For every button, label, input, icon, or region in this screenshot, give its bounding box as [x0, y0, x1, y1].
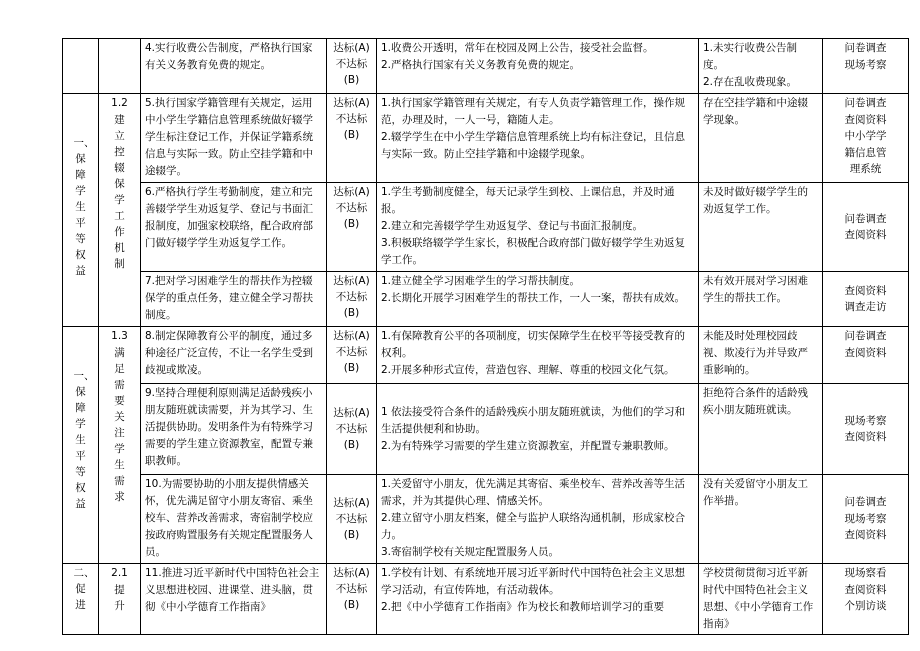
subcategory-cell-empty — [99, 39, 141, 94]
standard-a: 达标(A) — [333, 186, 370, 198]
table-row — [63, 183, 909, 272]
requirement-text: 2.为有特殊学习需要的学生建立资源教室，并配置专兼职教师。 — [381, 439, 675, 452]
standard-cell — [327, 475, 377, 564]
requirement-text: 2.建立留守小朋友档案，健全与监护人联络沟通机制，形成家校合力。 — [381, 512, 686, 541]
standard-b-label: 不达标 — [335, 202, 368, 214]
standard-a: 达标(A) — [333, 497, 370, 509]
item-text: 11.推进习近平新时代中国特色社会主义思想进校园、进课堂、进头脑，贯彻《中小学德育工作指南》 — [145, 567, 320, 613]
item-cell — [141, 564, 327, 635]
method-text: 籍信息管 — [844, 146, 887, 159]
item-cell — [141, 475, 327, 564]
standard-b: (B) — [343, 218, 360, 230]
subcategory-number: 1.2 — [111, 97, 128, 109]
problem-text: 没有关爱留守小朋友工作举措。 — [703, 478, 808, 507]
standard-cell — [327, 384, 377, 475]
item-text: 5.执行国家学籍管理有关规定，运用中小学生学籍信息管理系统做好辍学学生标注登记工作，并保证学籍系统信息与实际一致。防止空挂学籍和中途辍学。 — [145, 97, 313, 177]
problem-text: 存在空挂学籍和中途辍学现象。 — [703, 97, 808, 126]
standard-b-label: 不达标 — [335, 423, 368, 435]
standard-cell — [327, 39, 377, 94]
requirements-cell — [377, 39, 699, 94]
category-cell-empty — [63, 39, 99, 94]
method-text: 查阅资料 — [844, 431, 887, 443]
standard-b-label: 不达标 — [335, 513, 368, 525]
standard-a: 达标(A) — [333, 567, 370, 579]
method-text: 问卷调查 — [844, 330, 887, 342]
problems-cell — [699, 384, 823, 475]
requirements-cell — [377, 384, 699, 475]
standard-a: 达标(A) — [333, 275, 370, 287]
subcategory-cell — [99, 564, 141, 635]
method-text: 现场考察 — [844, 58, 887, 71]
standard-b-label: 不达标 — [335, 291, 368, 303]
requirement-text: 3.寄宿制学校有关规定配置服务人员。 — [381, 546, 560, 558]
standard-cell — [327, 183, 377, 272]
methods-cell — [823, 327, 909, 384]
standard-b-label: 不达标 — [335, 58, 368, 70]
methods-cell — [823, 39, 909, 94]
problems-cell — [699, 272, 823, 327]
requirements-cell — [377, 183, 699, 272]
problems-cell — [699, 94, 823, 183]
requirement-text: 1.学校有计划、有系统地开展习近平新时代中国特色社会主义思想学习活动，有宣传阵地，有活动载体。 — [381, 567, 686, 596]
subcategory-label: 建立控辍保学工作机制 — [114, 114, 125, 270]
methods-cell — [823, 94, 909, 183]
problems-cell — [699, 39, 823, 94]
item-cell — [141, 272, 327, 327]
problem-text: 未有效开展对学习困难学生的帮扶工作。 — [703, 275, 808, 304]
problems-cell — [699, 475, 823, 564]
item-text: 9.坚持合理便利原则满足适龄残疾小朋友随班就读需要，并为其学习、生活提供协助。发明条件为有特殊学习需要的学生建立资源教室，配置专兼职教师。 — [145, 387, 313, 467]
requirement-text: 1.学生考勤制度健全，每天记录学生到校、上课信息，并及时通报。 — [381, 186, 675, 215]
method-text: 问卷调查 — [844, 496, 887, 509]
method-text: 个别访谈 — [844, 600, 887, 612]
table-row — [63, 475, 909, 564]
method-text: 问卷调查 — [844, 97, 887, 109]
requirement-text: 1.建立健全学习困难学生的学习帮扶制度。 — [381, 275, 581, 287]
standard-a: 达标(A) — [333, 42, 370, 54]
subcategory-number: 1.3 — [111, 330, 128, 342]
requirement-text: 2.长期化开展学习困难学生的帮扶工作，一人一案，帮扶有成效。 — [381, 292, 686, 304]
standard-cell — [327, 94, 377, 183]
standard-a: 达标(A) — [333, 407, 370, 419]
problems-cell — [699, 564, 823, 635]
subcategory-cell — [99, 94, 141, 327]
subcategory-label: 提升 — [114, 584, 125, 612]
category-cell — [63, 94, 99, 327]
standard-b: (B) — [343, 439, 360, 451]
table-row — [63, 94, 909, 183]
item-text: 8.制定保障教育公平的制度，通过多种途径广泛宣传，不让一名学生受到歧视或欺凌。 — [145, 330, 313, 376]
requirement-text: 2.把《中小学德育工作指南》作为校长和教师培训学习的重要 — [381, 601, 665, 613]
item-cell — [141, 94, 327, 183]
requirement-text: 2.建立和完善辍学学生劝返复学、登记与书面汇报制度。 — [381, 220, 644, 232]
method-text: 理系统 — [849, 163, 882, 175]
requirement-text: 1 依法接受符合条件的适龄残疾小朋友随班就读，为他们的学习和生活提供便利和协助。 — [381, 405, 686, 435]
problems-cell — [699, 327, 823, 384]
standard-b: (B) — [343, 599, 360, 611]
item-text: 10.为需要协助的小朋友提供情感关怀，优先满足留守小朋友寄宿、乘坐校车、营养改善需求，寄宿制学校应按政府购置服务有关规定配置服务人员。 — [145, 478, 313, 558]
method-text: 查阅资料 — [844, 346, 887, 359]
standard-b: (B) — [343, 362, 360, 374]
requirements-cell — [377, 272, 699, 327]
standard-b: (B) — [343, 74, 360, 86]
standard-a: 达标(A) — [333, 97, 370, 109]
method-text: 查阅资料 — [844, 113, 887, 126]
item-cell — [141, 384, 327, 475]
standard-b: (B) — [343, 307, 360, 319]
requirement-text: 2.开展多种形式宣传，营造包容、理解、尊重的校园文化气氛。 — [381, 364, 675, 376]
requirements-cell — [377, 327, 699, 384]
requirements-cell — [377, 94, 699, 183]
requirement-text: 1.执行国家学籍管理有关规定，有专人负责学籍管理工作，操作规范，办理及时，一人一号，籍随人走。 — [381, 97, 686, 126]
method-text: 问卷调查 — [844, 212, 887, 225]
method-text: 查阅资料 — [844, 529, 887, 542]
table-row — [63, 564, 909, 635]
standard-b: (B) — [343, 129, 360, 141]
item-text: 4.实行收费公告制度，严格执行国家有关义务教育免费的规定。 — [145, 42, 313, 71]
subcategory-cell — [99, 327, 141, 564]
standard-b: (B) — [343, 529, 360, 541]
problem-text: 拒绝符合条件的适龄残疾小朋友随班就读。 — [703, 387, 808, 416]
standard-cell — [327, 327, 377, 384]
requirement-text: 1.收费公开透明，常年在校园及网上公告，接受社会监督。 — [381, 42, 654, 54]
methods-cell — [823, 475, 909, 564]
methods-cell — [823, 183, 909, 272]
table-row — [63, 272, 909, 327]
method-text: 问卷调查 — [844, 42, 887, 54]
method-text: 查阅资料 — [844, 284, 887, 297]
requirement-text: 1.关爱留守小朋友，优先满足其寄宿、乘坐校车、营养改善等生活需求，并为其提供心理、情感关怀。 — [381, 478, 686, 507]
method-text: 查阅资料 — [844, 583, 887, 596]
category-cell — [63, 327, 99, 564]
category-label: 二、促进 — [73, 567, 95, 611]
item-text: 7.把对学习困难学生的帮扶作为控辍保学的重点任务，建立健全学习帮扶制度。 — [145, 275, 313, 321]
table-row — [63, 39, 909, 94]
table-row — [63, 327, 909, 384]
subcategory-label: 满足需要关注学生需求 — [114, 347, 125, 503]
problem-text: 学校贯彻贯彻习近平新时代中国特色社会主义思想、《中小学德育工作指南》 — [703, 567, 814, 630]
requirement-text: 1.有保障教育公平的各项制度，切实保障学生在校平等接受教育的权利。 — [381, 330, 686, 359]
category-label: 一、保障学生平等权益 — [73, 137, 95, 277]
item-text: 6.严格执行学生考勤制度，建立和完善辍学学生劝返复学、登记与书面汇报制度，加强家校联络，配合政府部门做好辍学学生劝返复学工作。 — [145, 186, 313, 249]
item-cell — [141, 39, 327, 94]
problem-text: 2.存在乱收费现象。 — [703, 76, 798, 88]
table-row — [63, 384, 909, 475]
problem-text: 1.未实行收费公告制度。 — [703, 42, 798, 71]
problem-text: 未及时做好辍学学生的劝返复学工作。 — [703, 186, 808, 215]
requirement-text: 2.辍学学生在中小学生学籍信息管理系统上均有标注登记，且信息与实际一致。防止空挂学籍和中途辍学现象。 — [381, 131, 686, 160]
subcategory-number: 2.1 — [111, 567, 128, 579]
problems-cell — [699, 183, 823, 272]
method-text: 现场考察 — [844, 414, 887, 427]
evaluation-table — [62, 38, 909, 635]
requirements-cell — [377, 564, 699, 635]
category-label: 一、保障学生平等权益 — [73, 370, 95, 510]
category-cell — [63, 564, 99, 635]
standard-a: 达标(A) — [333, 330, 370, 342]
method-text: 查阅资料 — [844, 229, 887, 241]
requirements-cell — [377, 475, 699, 564]
requirement-text: 3.积极联络辍学学生家长，积极配合政府部门做好辍学学生劝返复学工作。 — [381, 237, 686, 266]
method-text: 调查走访 — [844, 301, 887, 313]
standard-b-label: 不达标 — [335, 113, 368, 125]
methods-cell — [823, 564, 909, 635]
standard-b-label: 不达标 — [335, 583, 368, 595]
method-text: 现场察看 — [844, 567, 887, 579]
methods-cell — [823, 384, 909, 475]
methods-cell — [823, 272, 909, 327]
method-text: 现场考察 — [844, 512, 887, 525]
item-cell — [141, 183, 327, 272]
standard-cell — [327, 272, 377, 327]
method-text: 中小学学 — [844, 130, 887, 142]
requirement-text: 2.严格执行国家有关义务教育免费的规定。 — [381, 59, 581, 71]
item-cell — [141, 327, 327, 384]
standard-cell — [327, 564, 377, 635]
problem-text: 未能及时处理校园歧视、欺凌行为并导致严重影响的。 — [703, 330, 808, 376]
standard-b-label: 不达标 — [335, 346, 368, 358]
